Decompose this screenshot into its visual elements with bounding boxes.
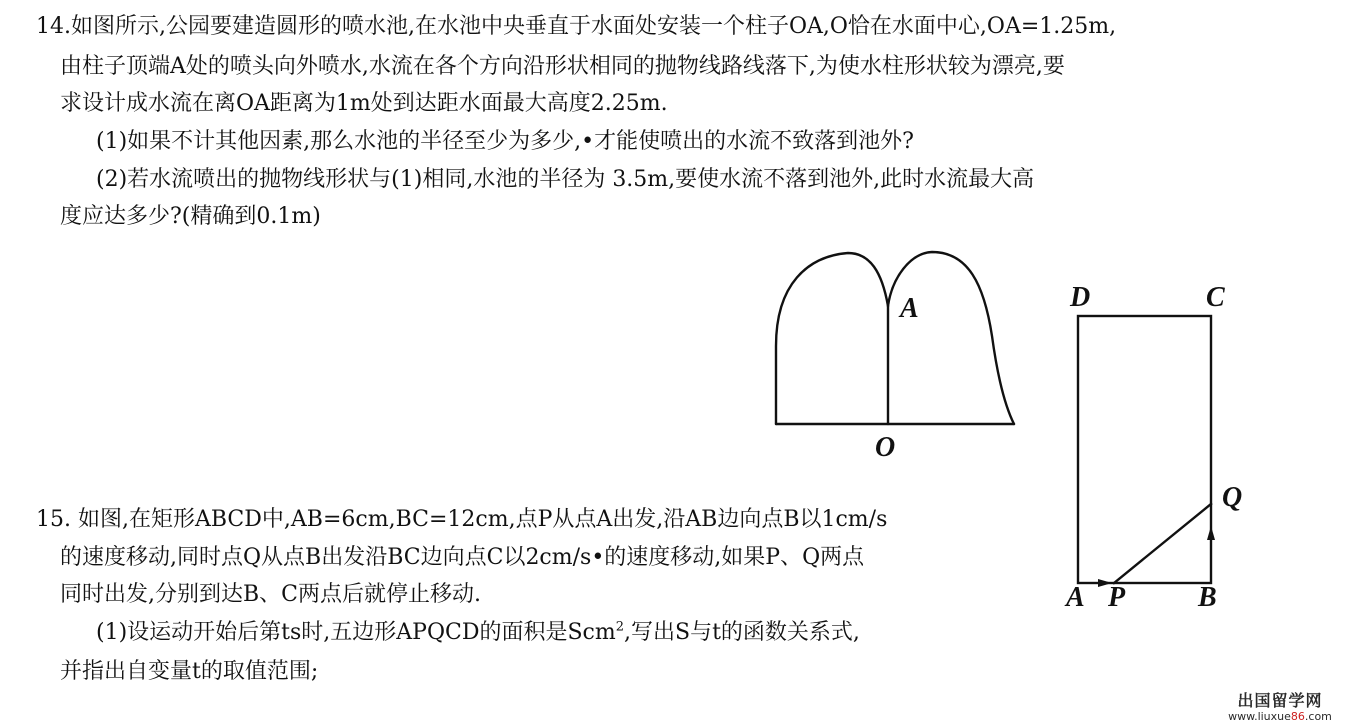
fig15-label-A: A [1066, 582, 1085, 613]
watermark-url-number: 86 [1290, 710, 1305, 723]
site-watermark [1208, 692, 1352, 726]
left-jet-curve [776, 253, 888, 424]
fig15-label-B: B [1198, 582, 1217, 613]
fig15-label-D: D [1070, 282, 1091, 313]
fig15-label-Q: Q [1222, 482, 1243, 513]
q15-part1-line-2: 并指出自变量t的取值范围; [60, 659, 319, 684]
watermark-url-prefix: www.liuxue [1228, 710, 1291, 723]
arrow-B-to-Q [1207, 526, 1215, 540]
q15-line-1: 15. 如图,在矩形ABCD中,AB=6cm,BC=12cm,点P从点A出发,沿AB边向点B以1cm/s [36, 507, 888, 532]
q14-part1: (1)如果不计其他因素,那么水池的半径至少为多少,•才能使喷出的水流不致落到池外? [96, 129, 914, 154]
watermark-url-suffix: .com [1304, 710, 1332, 723]
q15-part1-text-tail: ,写出S与t的函数关系式, [624, 620, 860, 645]
q14-part2-line-1: (2)若水流喷出的抛物线形状与(1)相同,水池的半径为 3.5m,要使水流不落到池外,此时水流最大高 [96, 167, 1035, 192]
q14-part2-line-2: 度应达多少?(精确到0.1m) [60, 204, 321, 229]
rectangle-ABCD [1078, 316, 1211, 583]
fig15-label-P: P [1108, 582, 1126, 613]
q14-line-1: 14.如图所示,公园要建造圆形的喷水池,在水池中央垂直于水面处安装一个柱子OA,O恰在水面中心,OA=1.25m, [36, 14, 1117, 39]
right-jet-curve [888, 252, 1014, 424]
fig14-label-O: O [875, 432, 896, 463]
q15-part1-line-1 [96, 618, 860, 648]
q14-line-2: 由柱子顶端A处的喷头向外喷水,水流在各个方向沿形状相同的抛物线路线落下,为使水柱形状较为漂亮,要 [60, 54, 1065, 79]
q15-line-2: 的速度移动,同时点Q从点B出发沿BC边向点C以2cm/s•的速度移动,如果P、Q两点 [60, 545, 865, 570]
q14-line-3: 求设计成水流在离OA距离为1m处到达距水面最大高度2.25m. [60, 91, 668, 116]
q15-line-3: 同时出发,分别到达B、C两点后就停止移动. [60, 582, 481, 607]
segment-PQ [1114, 504, 1211, 583]
fig15-label-C: C [1206, 282, 1225, 313]
fig14-label-A: A [900, 293, 919, 324]
q15-part1-superscript: 2 [615, 619, 625, 635]
watermark-url [1208, 710, 1352, 724]
watermark-title: 出国留学网 [1237, 691, 1323, 710]
q15-part1-text: (1)设运动开始后第ts时,五边形APQCD的面积是Scm [96, 620, 616, 645]
rectangle-figure [1070, 308, 1220, 598]
